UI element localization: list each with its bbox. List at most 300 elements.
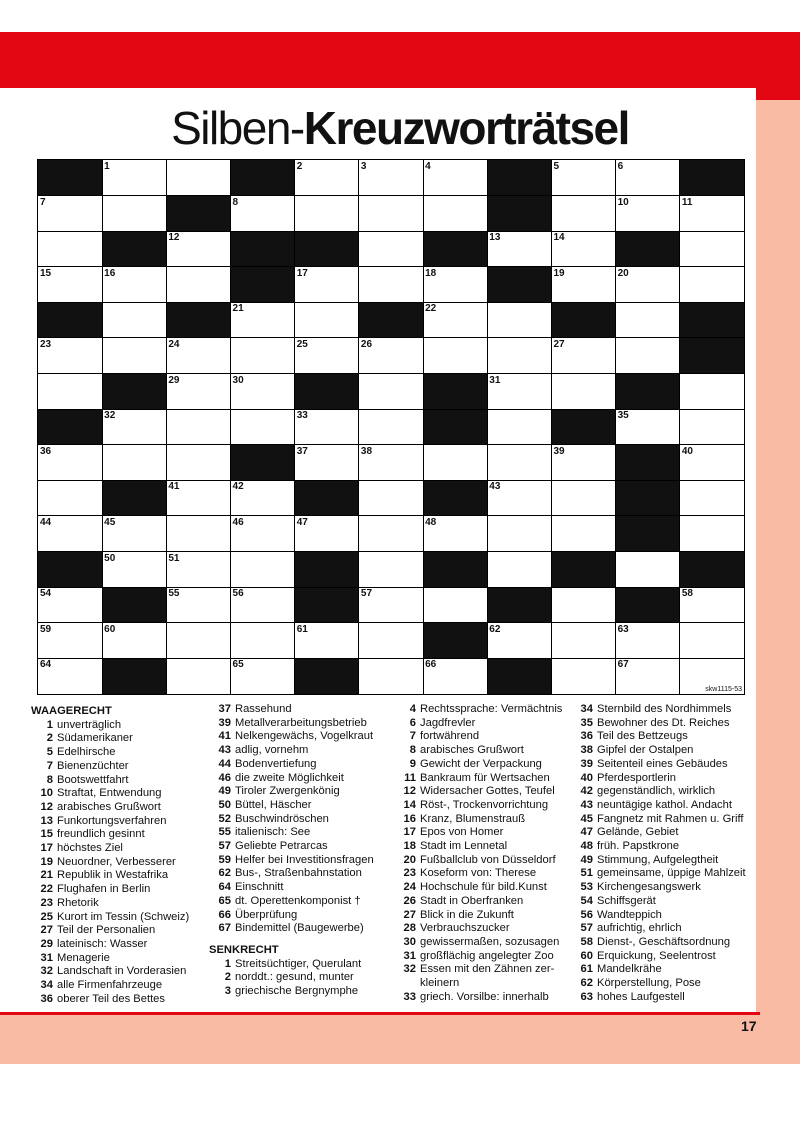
clue-item	[394, 881, 570, 895]
grid-cell[interactable]	[102, 445, 167, 481]
grid-cell[interactable]	[166, 231, 231, 267]
grid-cell[interactable]	[616, 623, 681, 659]
clue-number: 56	[580, 908, 593, 921]
cell-number: 63	[617, 623, 629, 635]
cell-number: 32	[104, 410, 116, 422]
grid-cell[interactable]	[359, 587, 424, 623]
grid-cell[interactable]	[295, 516, 360, 552]
grid-cell[interactable]	[231, 552, 296, 588]
grid-cell[interactable]	[487, 302, 552, 338]
clue-item	[209, 730, 399, 744]
grid-cell[interactable]	[38, 338, 103, 374]
clue-text: arabisches Grußwort	[420, 744, 524, 757]
cell-number: 34	[425, 410, 437, 422]
grid-cell[interactable]	[551, 480, 616, 516]
grid-cell[interactable]	[166, 160, 231, 196]
grid-cell[interactable]	[423, 196, 488, 232]
cell-number: 43	[489, 481, 501, 493]
grid-block	[38, 160, 103, 196]
grid-cell[interactable]	[295, 623, 360, 659]
grid-cell[interactable]	[295, 409, 360, 445]
grid-cell[interactable]	[166, 552, 231, 588]
grid-cell[interactable]	[231, 658, 296, 694]
grid-cell[interactable]	[487, 516, 552, 552]
clue-number: 23	[40, 896, 53, 909]
grid-cell[interactable]	[102, 623, 167, 659]
clue-number: 2	[224, 971, 231, 984]
grid-block	[551, 552, 616, 588]
clue-number: 64	[218, 881, 231, 894]
grid-block	[295, 658, 360, 694]
grid-cell[interactable]	[359, 480, 424, 516]
cell-number: 50	[104, 552, 116, 564]
grid-block	[231, 231, 296, 267]
grid-cell[interactable]	[616, 658, 681, 694]
clue-text: dt. Operettenkomponist †	[235, 894, 361, 907]
clue-text: Essen mit den Zähnen zer-	[420, 963, 555, 976]
grid-block	[38, 409, 103, 445]
side-band	[756, 100, 800, 1012]
clue-item	[394, 717, 570, 731]
grid-cell[interactable]	[359, 445, 424, 481]
clue-continuation: kleinern	[420, 977, 460, 990]
grid-cell[interactable]	[616, 196, 681, 232]
grid-block	[102, 658, 167, 694]
grid-cell[interactable]	[551, 231, 616, 267]
cell-number: 9	[489, 196, 495, 208]
grid-cell[interactable]	[680, 196, 744, 232]
grid-cell[interactable]	[102, 160, 167, 196]
grid-cell[interactable]	[102, 302, 167, 338]
grid-cell[interactable]	[38, 196, 103, 232]
grid-cell[interactable]	[487, 231, 552, 267]
clue-text: Erquickung, Seelentrost	[597, 949, 716, 962]
clue-item	[31, 842, 207, 856]
grid-cell[interactable]	[102, 516, 167, 552]
clue-text: Hochschule für bild.Kunst	[420, 881, 547, 894]
grid-block	[616, 374, 681, 410]
clue-number: 49	[580, 853, 593, 866]
clue-item	[394, 758, 570, 772]
grid-cell[interactable]	[231, 516, 296, 552]
clue-item	[209, 744, 399, 758]
grid-cell[interactable]	[102, 196, 167, 232]
grid-block	[423, 480, 488, 516]
clue-item	[571, 703, 756, 717]
grid-cell[interactable]	[359, 374, 424, 410]
clue-text: Helfer bei Investitionsfragen	[235, 853, 374, 866]
clue-number: 12	[403, 785, 416, 798]
clue-item	[394, 854, 570, 868]
grid-block	[166, 302, 231, 338]
grid-cell[interactable]	[551, 587, 616, 623]
clue-number: 3	[224, 985, 231, 998]
grid-cell[interactable]	[295, 196, 360, 232]
grid-block	[231, 445, 296, 481]
clue-item	[571, 922, 756, 936]
grid-cell[interactable]	[616, 302, 681, 338]
grid-cell[interactable]	[231, 623, 296, 659]
grid-cell[interactable]	[616, 552, 681, 588]
clue-number: 57	[218, 840, 231, 853]
grid-block	[102, 374, 167, 410]
grid-cell[interactable]	[166, 623, 231, 659]
grid-cell[interactable]	[166, 480, 231, 516]
grid-cell[interactable]	[551, 445, 616, 481]
grid-cell[interactable]	[423, 160, 488, 196]
clue-item	[209, 881, 399, 895]
clue-item	[209, 826, 399, 840]
clue-number: 20	[403, 853, 416, 866]
grid-cell[interactable]	[487, 338, 552, 374]
clue-text: Bus-, Straßenbahnstation	[235, 867, 362, 880]
grid-block	[680, 302, 744, 338]
grid-cell[interactable]	[359, 196, 424, 232]
grid-cell[interactable]	[295, 338, 360, 374]
clue-item	[209, 840, 399, 854]
grid-cell[interactable]	[295, 302, 360, 338]
grid-cell[interactable]	[680, 409, 744, 445]
clue-item	[209, 772, 399, 786]
clue-text: Blick in die Zukunft	[420, 908, 514, 921]
clue-text: Jagdfrevler	[420, 716, 476, 729]
clue-text: höchstes Ziel	[57, 842, 123, 855]
cell-number: 22	[425, 303, 437, 315]
grid-cell[interactable]	[102, 552, 167, 588]
clue-text: Stimmung, Aufgelegtheit	[597, 853, 719, 866]
clue-item	[571, 991, 756, 1005]
grid-cell[interactable]	[38, 658, 103, 694]
cell-number: 49	[617, 517, 629, 528]
grid-cell[interactable]	[38, 480, 103, 516]
cell-number: 31	[489, 374, 501, 386]
grid-cell[interactable]	[166, 374, 231, 410]
clue-number: 16	[403, 812, 416, 825]
clue-text: italienisch: See	[235, 826, 311, 839]
clue-number: 52	[218, 812, 231, 825]
grid-cell[interactable]	[487, 374, 552, 410]
clue-text: Fußballclub von Düsseldorf	[420, 853, 556, 866]
clue-number: 57	[580, 922, 593, 935]
grid-cell[interactable]	[551, 658, 616, 694]
grid-block	[423, 231, 488, 267]
clue-section-heading: SENKRECHT	[209, 943, 279, 956]
clue-number: 29	[40, 937, 53, 950]
clue-text: Neuordner, Verbesserer	[57, 855, 176, 868]
footer-band	[0, 1012, 800, 1064]
grid-cell[interactable]	[231, 480, 296, 516]
grid-cell[interactable]	[166, 658, 231, 694]
clue-text: Bodenvertiefung	[235, 757, 317, 770]
clue-text: unverträglich	[57, 718, 122, 731]
clue-item	[31, 993, 207, 1007]
grid-cell[interactable]	[38, 374, 103, 410]
clue-text: Kurort im Tessin (Schweiz)	[57, 910, 190, 923]
clue-text: Dienst-, Geschäftsordnung	[597, 935, 731, 948]
grid-cell[interactable]	[551, 623, 616, 659]
clue-number: 54	[580, 894, 593, 907]
grid-cell[interactable]	[359, 623, 424, 659]
grid-cell[interactable]	[359, 409, 424, 445]
grid-cell[interactable]	[680, 231, 744, 267]
grid-cell[interactable]	[102, 338, 167, 374]
clue-number: 17	[40, 842, 53, 855]
grid-cell[interactable]	[231, 409, 296, 445]
cell-number: 41	[168, 481, 180, 493]
grid-cell[interactable]	[102, 409, 167, 445]
clue-item	[394, 744, 570, 758]
grid-cell[interactable]	[680, 587, 744, 623]
grid-block	[487, 160, 552, 196]
grid-cell[interactable]	[231, 338, 296, 374]
footer-rule	[0, 1012, 760, 1015]
clue-item	[31, 787, 207, 801]
clue-text: oberer Teil des Bettes	[57, 992, 166, 1005]
clue-item	[209, 854, 399, 868]
grid-cell[interactable]	[487, 409, 552, 445]
grid-cell[interactable]	[551, 516, 616, 552]
grid-cell[interactable]	[231, 302, 296, 338]
clue-item	[31, 911, 207, 925]
grid-cell[interactable]	[551, 338, 616, 374]
grid-cell[interactable]	[423, 267, 488, 303]
grid-block	[551, 302, 616, 338]
grid-cell[interactable]	[423, 445, 488, 481]
grid-cell[interactable]	[102, 267, 167, 303]
clue-number: 42	[580, 785, 593, 798]
clue-text: Schiffsgerät	[597, 894, 656, 907]
title-part1: Silben-	[171, 102, 304, 154]
cell-number: 54	[40, 588, 52, 600]
clue-item	[571, 744, 756, 758]
clue-text: Wandteppich	[597, 908, 662, 921]
grid-cell[interactable]	[359, 231, 424, 267]
cell-number: 58	[681, 588, 693, 600]
grid-cell[interactable]	[680, 480, 744, 516]
clue-item	[209, 971, 399, 985]
clue-number: 13	[40, 814, 53, 827]
clue-text: Rassehund	[235, 703, 292, 715]
grid-block	[231, 160, 296, 196]
cell-number: 12	[168, 232, 180, 244]
grid-cell[interactable]	[551, 267, 616, 303]
grid-cell[interactable]	[231, 374, 296, 410]
grid-cell[interactable]	[166, 587, 231, 623]
clue-text: Rhetorik	[57, 896, 99, 909]
cell-number: 47	[296, 517, 308, 528]
grid-cell[interactable]	[359, 552, 424, 588]
grid-cell[interactable]	[38, 516, 103, 552]
grid-cell[interactable]	[551, 160, 616, 196]
clue-item	[394, 991, 570, 1005]
clue-text: Gewicht der Verpackung	[420, 757, 542, 770]
grid-cell[interactable]	[680, 623, 744, 659]
clue-number: 49	[218, 785, 231, 798]
grid-cell[interactable]	[616, 338, 681, 374]
cell-number: 66	[425, 659, 437, 671]
grid-cell[interactable]	[38, 445, 103, 481]
cell-number: 20	[617, 267, 629, 279]
clue-item	[31, 719, 207, 733]
cell-number: 4	[425, 161, 431, 172]
clue-text: Metallverarbeitungsbetrieb	[235, 716, 367, 729]
clue-item	[394, 785, 570, 799]
clue-number: 37	[218, 703, 231, 715]
grid-block	[551, 409, 616, 445]
clue-number: 40	[580, 771, 593, 784]
clue-number: 44	[218, 757, 231, 770]
cell-number: 28	[681, 339, 693, 350]
clue-text: Bankraum für Wertsachen	[420, 771, 550, 784]
grid-cell[interactable]	[423, 516, 488, 552]
grid-cell[interactable]	[359, 267, 424, 303]
clue-item	[571, 785, 756, 799]
grid-cell[interactable]	[423, 338, 488, 374]
grid-block	[616, 480, 681, 516]
clue-text: freundlich gesinnt	[57, 828, 145, 841]
clue-item	[209, 867, 399, 881]
grid-cell[interactable]	[166, 516, 231, 552]
cell-number: 67	[617, 659, 629, 671]
clue-item	[571, 881, 756, 895]
grid-cell[interactable]	[680, 516, 744, 552]
clue-number: 48	[580, 840, 593, 853]
grid-cell[interactable]	[38, 231, 103, 267]
clue-number: 36	[580, 730, 593, 743]
clue-item	[394, 922, 570, 936]
cell-number: 15	[40, 267, 52, 279]
grid-cell[interactable]	[359, 658, 424, 694]
clue-text: Südamerikaner	[57, 732, 133, 745]
clue-number: 43	[580, 798, 593, 811]
grid-cell[interactable]	[551, 374, 616, 410]
cell-number: 7	[40, 196, 46, 208]
grid-cell[interactable]	[166, 267, 231, 303]
clue-text: gegenständlich, wirklich	[597, 785, 716, 798]
clue-text: Kirchengesangswerk	[597, 881, 701, 894]
grid-cell[interactable]	[616, 267, 681, 303]
grid-cell[interactable]	[295, 445, 360, 481]
clue-number: 27	[40, 924, 53, 937]
cell-number: 45	[104, 517, 116, 528]
grid-cell[interactable]	[680, 445, 744, 481]
grid-cell[interactable]	[551, 196, 616, 232]
cell-number: 10	[617, 196, 629, 208]
grid-cell[interactable]	[487, 552, 552, 588]
cell-number: 56	[232, 588, 244, 600]
grid-block	[680, 160, 744, 196]
grid-cell[interactable]	[616, 160, 681, 196]
grid-block	[423, 409, 488, 445]
grid-cell[interactable]	[680, 374, 744, 410]
cell-number: 46	[232, 517, 244, 528]
grid-cell[interactable]	[359, 516, 424, 552]
clue-text: adlig, vornehm	[235, 744, 309, 757]
clue-text: Einschnitt	[235, 881, 284, 894]
clue-number: 30	[403, 935, 416, 948]
clue-item	[209, 922, 399, 936]
grid-cell[interactable]	[487, 445, 552, 481]
grid-cell[interactable]	[487, 623, 552, 659]
grid-cell[interactable]	[295, 267, 360, 303]
clue-number: 43	[218, 744, 231, 757]
cell-number: 17	[296, 267, 308, 279]
clue-number: 7	[409, 730, 416, 743]
page-number: 17	[741, 1018, 757, 1034]
clue-text: Bienenzüchter	[57, 759, 129, 772]
grid-cell[interactable]	[166, 338, 231, 374]
clue-text: Republik in Westafrika	[57, 869, 169, 882]
clue-item	[571, 977, 756, 991]
grid-cell[interactable]	[295, 160, 360, 196]
clue-number: 31	[403, 949, 416, 962]
clue-number: 19	[40, 855, 53, 868]
grid-cell[interactable]	[38, 587, 103, 623]
grid-cell[interactable]	[423, 658, 488, 694]
clue-text: Edelhirsche	[57, 746, 116, 759]
grid-block	[616, 445, 681, 481]
grid-cell[interactable]	[423, 587, 488, 623]
grid-cell[interactable]	[680, 267, 744, 303]
grid-block	[423, 374, 488, 410]
clue-column-3	[394, 703, 570, 1004]
grid-cell[interactable]	[359, 338, 424, 374]
grid-block	[616, 516, 681, 552]
grid-cell[interactable]	[231, 587, 296, 623]
clue-number: 10	[40, 787, 53, 800]
clue-text: Funkortungsverfahren	[57, 814, 167, 827]
grid-cell[interactable]	[487, 480, 552, 516]
clue-item	[31, 952, 207, 966]
clue-number: 46	[218, 771, 231, 784]
clue-text: früh. Papstkrone	[597, 840, 680, 853]
grid-block	[231, 267, 296, 303]
grid-cell[interactable]	[38, 623, 103, 659]
clue-text: Pferdesportlerin	[597, 771, 676, 784]
clue-text: Büttel, Häscher	[235, 798, 312, 811]
crossword-grid[interactable]	[37, 159, 745, 695]
cell-number: 57	[360, 588, 373, 600]
clue-item	[209, 799, 399, 813]
grid-cell[interactable]	[616, 409, 681, 445]
grid-cell[interactable]	[231, 196, 296, 232]
clue-number: 24	[403, 881, 416, 894]
cell-number: 60	[104, 623, 116, 635]
clue-item	[394, 963, 570, 977]
grid-cell[interactable]	[166, 445, 231, 481]
grid-block	[680, 338, 744, 374]
clue-text: Rechtssprache: Vermächtnis	[420, 703, 563, 715]
clue-number: 55	[218, 826, 231, 839]
clue-number: 6	[409, 716, 416, 729]
cell-number: 40	[681, 445, 693, 457]
grid-cell[interactable]	[359, 160, 424, 196]
clue-text: Gipfel der Ostalpen	[597, 744, 694, 757]
clue-number: 62	[580, 977, 593, 990]
clue-text: alle Firmenfahrzeuge	[57, 979, 163, 992]
grid-cell[interactable]	[166, 409, 231, 445]
grid-block	[295, 374, 360, 410]
clue-item	[394, 867, 570, 881]
clue-text: arabisches Grußwort	[57, 800, 161, 813]
clue-item	[571, 963, 756, 977]
clue-text: Verbrauchszucker	[420, 922, 510, 935]
grid-cell[interactable]	[423, 302, 488, 338]
grid-block	[423, 623, 488, 659]
clue-number: 27	[403, 908, 416, 921]
cell-number: 35	[617, 410, 629, 422]
grid-cell[interactable]	[38, 267, 103, 303]
